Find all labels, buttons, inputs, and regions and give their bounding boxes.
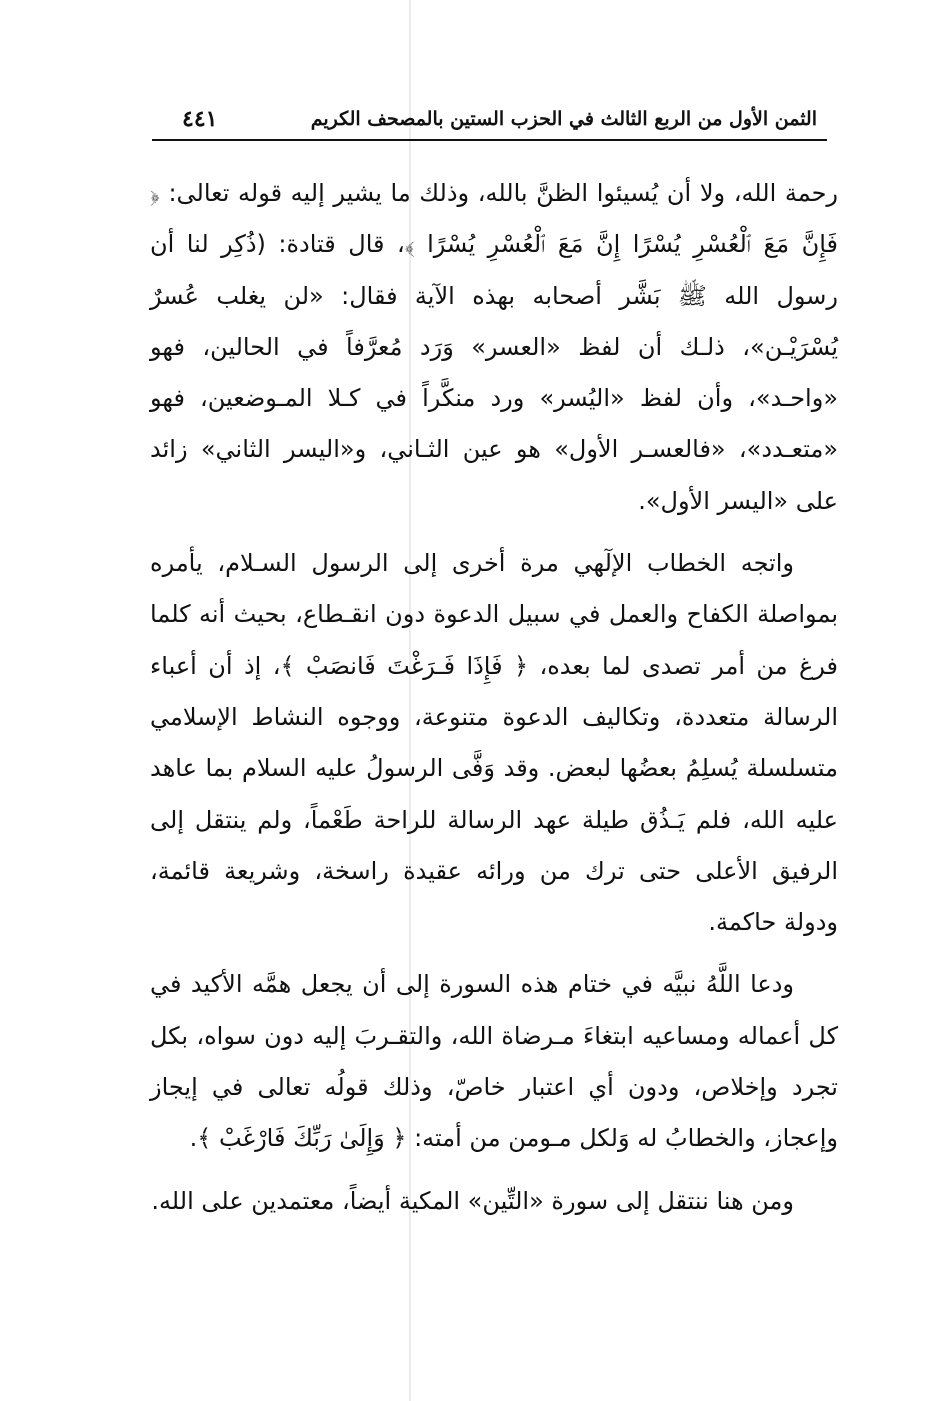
page-number: ٤٤١ — [182, 106, 218, 132]
paragraph-1: رحمة الله، ولا أن يُسيئوا الظنَّ بالله، وذلك ما يشير إليه قوله تعالى: ﴿ فَإِنَّ مَعَ ٱلْعُسْرِ يُسْرًا إِنَّ مَعَ ٱلْعُسْرِ يُسْرًا ﴾، قال قتادة: (ذُكِر لنا أن رسول الله ﷺ بَشَّر أصحابه بهذه الآية فقال: «لن يغلب عُسرٌ يُسْرَيْـن»، ذلـك أن لفظ «العسر» وَرَد مُعرَّفاً في الحالين، فهو «واحـد»، وأن لفظ «اليُسر» ورد منكَّراً في كـلا المـوضعين، فهو «متعـدد»، «فالعسـر الأول» هو عين الثـاني، و«اليسر الثاني» زائد على «اليسر الأول». — [150, 179, 838, 515]
running-header — [152, 100, 827, 142]
paragraph-3: ودعا اللَّهُ نبيَّه في ختام هذه السورة إلى أن يجعل همَّه الأكيد في كل أعماله ومساعيه ابتغاءَ مـرضاة الله، والتقـربَ إليه دون سواه، بكل تجرد وإخلاص، ودون أي اعتبار خاصّ، وذلك قولُه تعالى في إيجاز وإعجاز، والخطابُ له وَلكل مـومن من أمته: ﴿ وَإِلَىٰ رَبِّكَ فَارْغَبْ ﴾. — [150, 970, 838, 1153]
header-title: الثمن الأول من الربع الثالث في الحزب الستين بالمصحف الكريم — [310, 108, 817, 130]
paragraph-4: ومن هنا ننتقل إلى سورة «التِّين» المكية أيضاً، معتمدين على الله. — [151, 1186, 794, 1215]
paragraph-2: واتجه الخطاب الإلٓهي مرة أخرى إلى الرسول السـلام، يأمره بمواصلة الكفاح والعمل في سبيل الدعوة دون انقـطاع، بحيث أنه كلما فرغ من أمر تصدى لما بعده، ﴿ فَإِذَا فَـرَغْتَ فَانصَبْ ﴾، إذ أن أعباء الرسالة متعددة، وتكاليف الدعوة متنوعة، ووجوه النشاط الإسلامي متسلسلة يُسلِمُ بعضُها لبعض. وقد وَفَّى الرسولُ عليه السلام بما عاهد عليه الله، فلم يَـذُق طيلة عهد الرسالة للراحة طَعْماً، ولم ينتقل إلى الرفيق الأعلى حتى ترك من ورائه عقيدة راسخة، وشريعة قائمة، ودولة حاكمة. — [150, 549, 838, 937]
header-rule — [152, 139, 827, 141]
body-text — [150, 168, 838, 1227]
